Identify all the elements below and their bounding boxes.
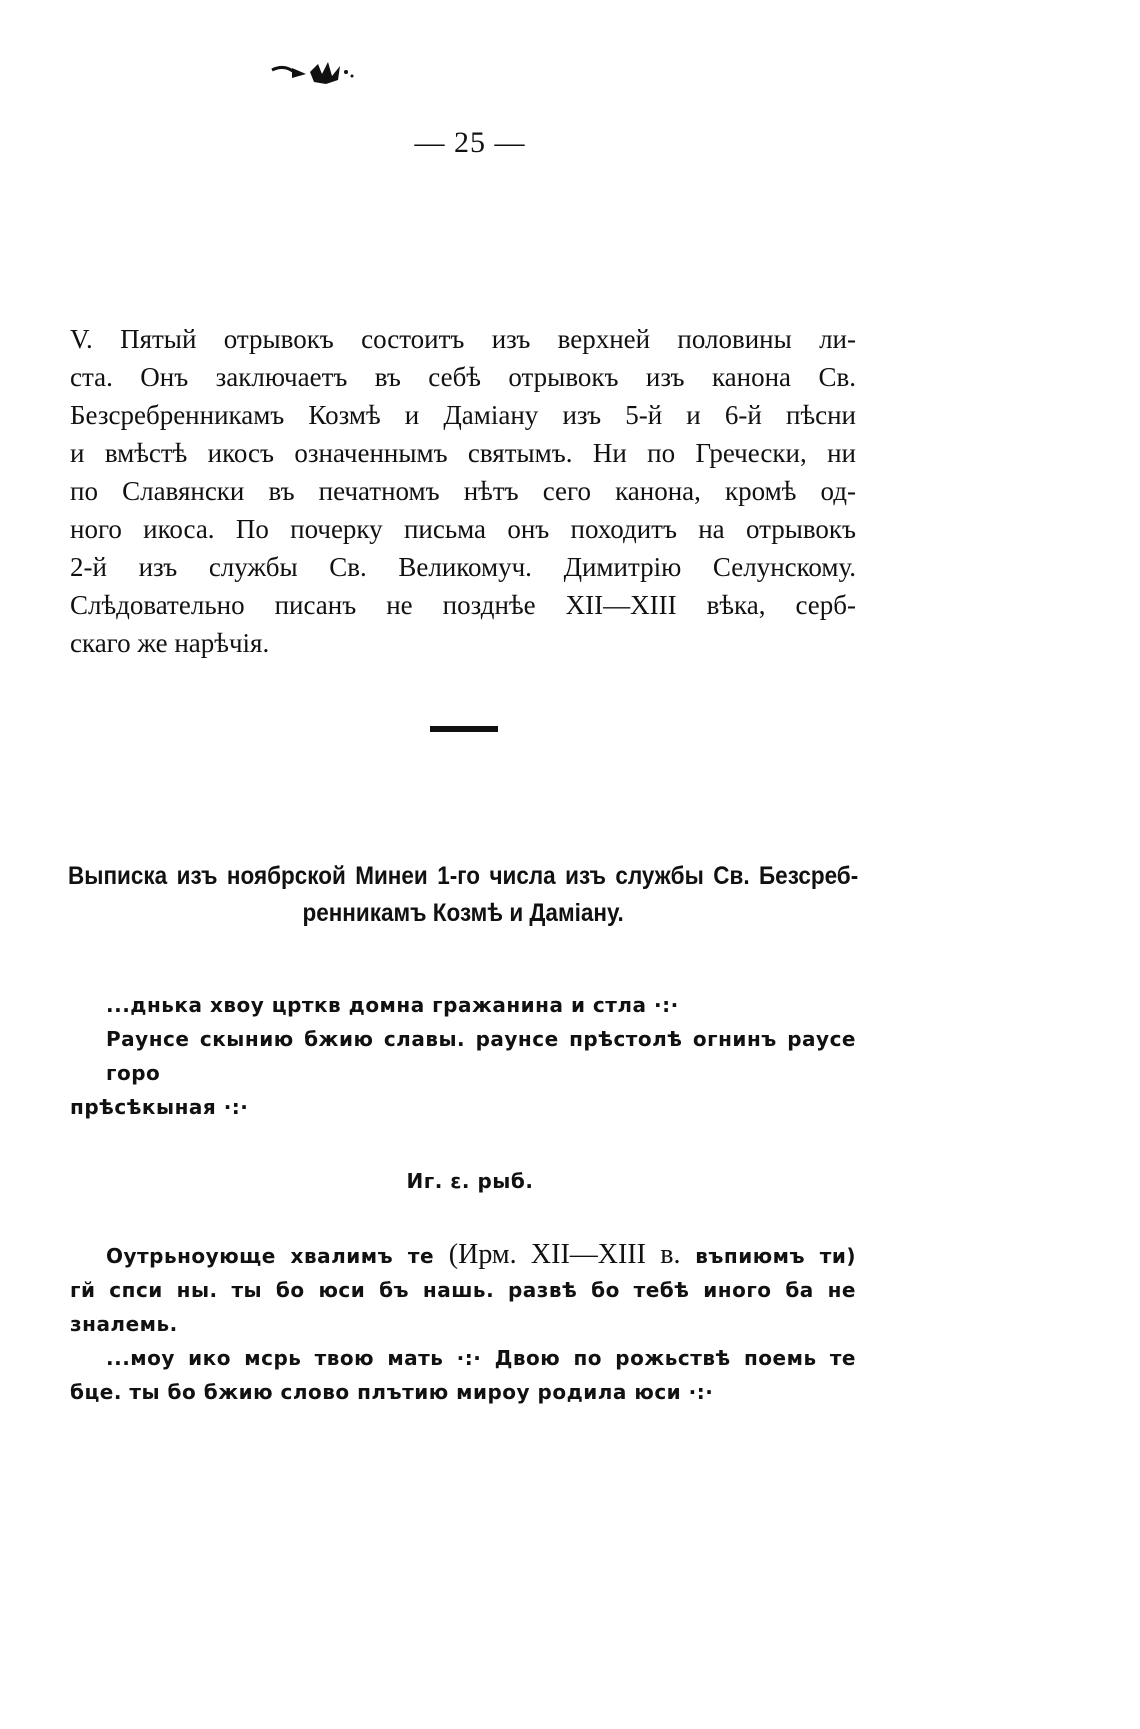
- heading-line: Выписка изъ ноябрской Минеи 1-го числа изъ службы Св. Безсреб-: [68, 862, 859, 890]
- excerpt-line: ...днька хвоу црткв домна гражанина и стла ·:·: [106, 993, 679, 1017]
- paragraph-line: по Славянски въ печатномъ нѣтъ сего канона, кромѣ од-: [70, 476, 856, 506]
- paragraph-line: 2-й изъ службы Св. Великомуч. Димитрію Селунскому.: [70, 552, 856, 582]
- excerpt-slavonic-text: Оутрьноующе хвалимъ те: [106, 1244, 435, 1268]
- slavonic-excerpt-1: [70, 988, 856, 1124]
- excerpt-line: Раунсе скынию бжию славы. раунсе прѣстолѣ огнинъ раусе горо: [106, 1027, 856, 1085]
- slavonic-excerpt-2: [70, 1238, 856, 1409]
- paragraph-line: Безсребренникамъ Козмѣ и Даміану изъ 5-й и 6-й пѣсни: [70, 400, 856, 430]
- paragraph-line: ного икоса. По почерку письма онъ походитъ на отрывокъ: [70, 514, 856, 544]
- paragraph-line: ста. Онъ заключаетъ въ себѣ отрывокъ изъ канона Св.: [70, 362, 856, 392]
- page-number: — 25 —: [414, 126, 526, 159]
- excerpt-russian-note: (Ирм. XII—XIII в.: [448, 1239, 681, 1270]
- paragraph-line: скаго же нарѣчія.: [70, 628, 270, 658]
- section-divider: [430, 726, 498, 732]
- excerpt-line: бце. ты бо бжию слово плътию мироу родила юси ·:·: [70, 1380, 714, 1404]
- tone-subheading: Иг. ε. рыб.: [406, 1169, 534, 1193]
- excerpt-line: зналемь.: [70, 1312, 178, 1336]
- paragraph-line: Слѣдовательно писанъ не позднѣе XII—XIII вѣка, серб-: [70, 590, 856, 620]
- main-paragraph: [70, 320, 856, 662]
- excerpt-line: прѣсѣкыная ·:·: [70, 1095, 249, 1119]
- section-heading: [68, 858, 858, 932]
- paragraph-line: V. Пятый отрывокъ состоитъ изъ верхней половины ли-: [70, 324, 856, 354]
- heading-line: ренникамъ Козмѣ и Даміану.: [302, 899, 624, 927]
- paragraph-line: и вмѣстѣ икосъ означеннымъ святымъ. Ни по Гречески, ни: [70, 438, 856, 468]
- excerpt-line-mixed: [70, 1238, 856, 1273]
- excerpt-slavonic-text: въпиюмъ ти): [695, 1244, 857, 1268]
- excerpt-line: ...моу ико мсрь твою мать ·:· Двою по рожьствѣ поемь те: [106, 1346, 856, 1370]
- excerpt-line: гй спси ны. ты бо юси бъ нашь. развѣ бо тебѣ иного ба не: [70, 1278, 856, 1302]
- ornament-icon: [270, 58, 380, 88]
